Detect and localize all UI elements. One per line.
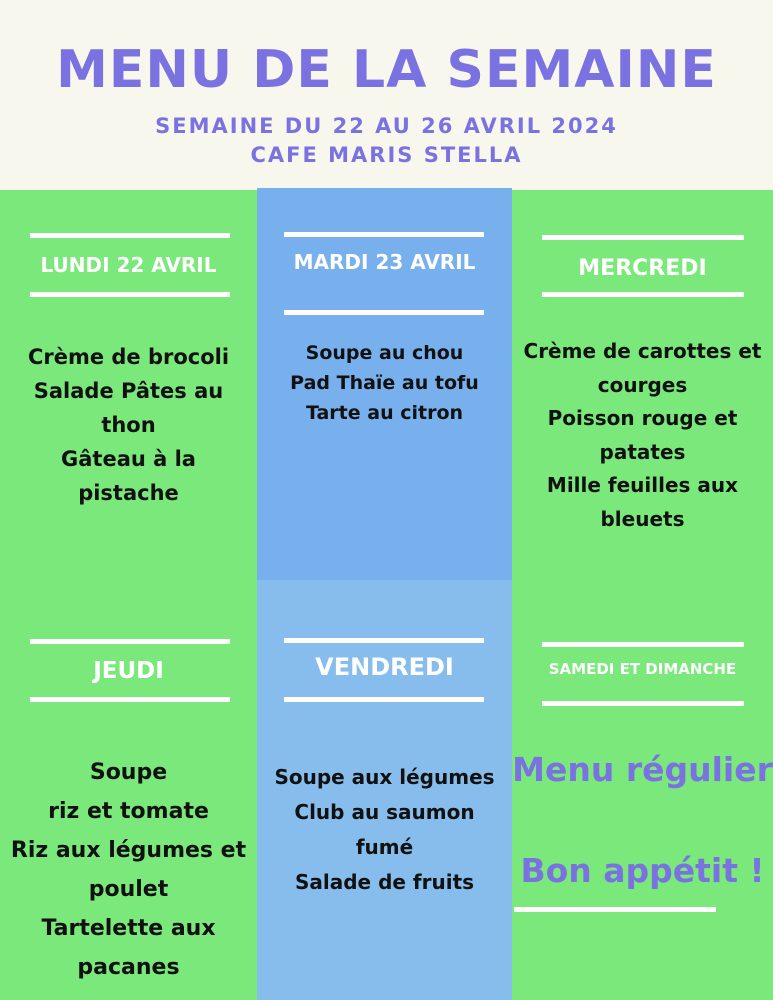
dish-item: fumé — [355, 835, 414, 859]
dish-list — [0, 753, 257, 987]
divider — [284, 697, 484, 702]
day-label: MERCREDI — [578, 256, 707, 281]
divider — [542, 642, 744, 647]
dish-item: Soupe aux légumes — [274, 765, 495, 789]
day-card-weekend — [512, 605, 773, 1000]
day-label: LUNDI 22 AVRIL — [40, 253, 217, 277]
day-label: SAMEDI ET DIMANCHE — [548, 660, 737, 678]
divider — [542, 292, 744, 297]
dish-item: pacanes — [77, 955, 180, 980]
day-label: VENDREDI — [315, 653, 454, 681]
dish-item: Pad Thaïe au tofu — [290, 372, 479, 394]
dish-item: riz et tomate — [48, 799, 209, 824]
week-subtitle: SEMAINE DU 22 AU 26 AVRIL 2024 — [155, 114, 618, 138]
greeting: Bon appétit ! — [520, 851, 765, 890]
dish-item: bleuets — [600, 506, 685, 531]
divider — [542, 701, 744, 706]
divider — [284, 232, 484, 237]
dish-item: patates — [599, 439, 686, 464]
divider — [542, 235, 744, 240]
dish-item: Crème de brocoli — [27, 345, 230, 369]
dish-item: Crème de carottes et — [523, 339, 762, 363]
dish-item: Club au saumon — [294, 800, 475, 824]
day-card-friday — [257, 580, 512, 1000]
dish-list — [257, 760, 512, 900]
day-label: JEUDI — [93, 658, 164, 684]
dish-item: Tartelette aux — [41, 916, 216, 941]
day-label: MARDI 23 AVRIL — [293, 250, 476, 274]
dish-item: poulet — [88, 877, 169, 902]
dish-list — [512, 335, 773, 536]
dish-item: Salade Pâtes au — [33, 379, 224, 403]
dish-item: Soupe au chou — [305, 342, 464, 364]
divider — [30, 697, 230, 702]
dish-item: Riz aux légumes et — [10, 838, 247, 863]
divider — [514, 907, 716, 912]
dish-list — [257, 338, 512, 428]
regular-menu-note: Menu régulier — [512, 750, 773, 789]
dish-item: Poisson rouge et — [547, 406, 738, 430]
divider — [284, 310, 484, 315]
divider — [30, 233, 230, 238]
dish-item: Salade de fruits — [294, 870, 475, 894]
day-card-monday — [0, 190, 257, 595]
dish-item: Tarte au citron — [305, 402, 464, 424]
divider — [30, 639, 230, 644]
day-card-thursday — [0, 595, 257, 1000]
header — [0, 0, 773, 190]
cafe-name: CAFE MARIS STELLA — [250, 143, 523, 167]
day-card-wednesday — [512, 190, 773, 605]
divider — [284, 638, 484, 643]
divider — [30, 292, 230, 297]
dish-item: Soupe — [89, 760, 168, 785]
dish-item: Mille feuilles aux — [546, 473, 739, 497]
dish-item: courges — [597, 372, 688, 397]
dish-item: Gâteau à la — [61, 447, 196, 471]
page-title: MENU DE LA SEMAINE — [56, 40, 717, 100]
day-card-tuesday — [257, 188, 512, 580]
dish-list — [0, 340, 257, 510]
dish-item: thon — [101, 413, 156, 437]
dish-item: pistache — [78, 481, 179, 505]
